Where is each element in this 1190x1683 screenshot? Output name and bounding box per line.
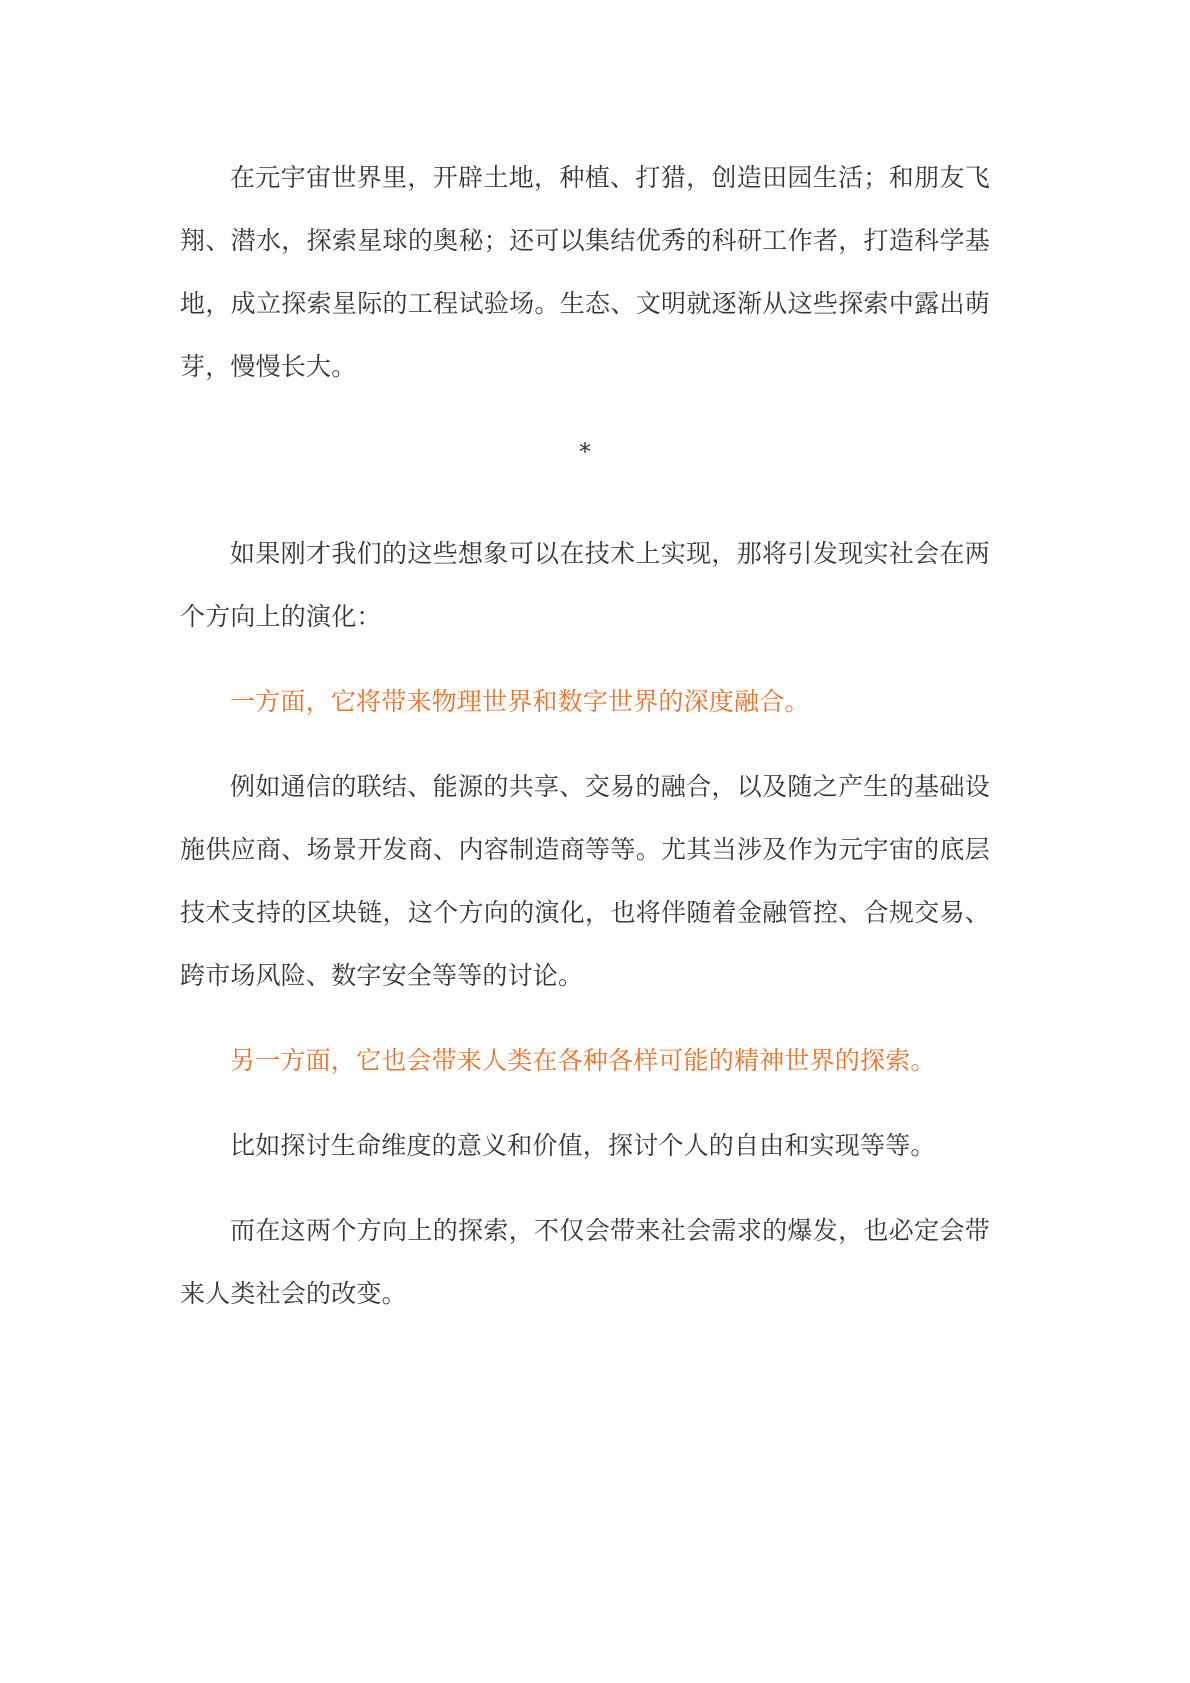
paragraph-spiritual-examples: 比如探讨生命维度的意义和价值，探讨个人的自由和实现等等。 [230, 1131, 936, 1160]
article-body [180, 146, 990, 1325]
spacer [180, 472, 990, 522]
section-divider: * [579, 438, 591, 466]
spacer [180, 648, 990, 670]
spacer [180, 733, 990, 755]
highlight-physical-digital-fusion: 一方面，它将带来物理世界和数字世界的深度融合。 [230, 687, 810, 716]
spacer [180, 1007, 990, 1029]
spacer [180, 398, 990, 432]
paragraph-conclusion: 而在这两个方向上的探索，不仅会带来社会需求的爆发，也必定会带来人类社会的改变。 [180, 1216, 990, 1308]
spacer [180, 1092, 990, 1114]
paragraph-metaverse-life: 在元宇宙世界里，开辟土地，种植、打猎，创造田园生活；和朋友飞翔、潜水，探索星球的奥秘；还可以集结优秀的科研工作者，打造科学基地，成立探索星际的工程试验场。生态、文明就逐渐从这些探索中露出萌芽，慢慢长大。 [180, 163, 990, 381]
spacer [180, 1177, 990, 1199]
highlight-spiritual-exploration: 另一方面，它也会带来人类在各种各样可能的精神世界的探索。 [230, 1046, 936, 1075]
paragraph-evolution-intro: 如果刚才我们的这些想象可以在技术上实现，那将引发现实社会在两个方向上的演化： [180, 539, 990, 631]
paragraph-fusion-examples: 例如通信的联结、能源的共享、交易的融合，以及随之产生的基础设施供应商、场景开发商、内容制造商等等。尤其当涉及作为元宇宙的底层技术支持的区块链，这个方向的演化，也将伴随着金融管控、合规交易、跨市场风险、数字安全等等的讨论。 [180, 772, 990, 990]
